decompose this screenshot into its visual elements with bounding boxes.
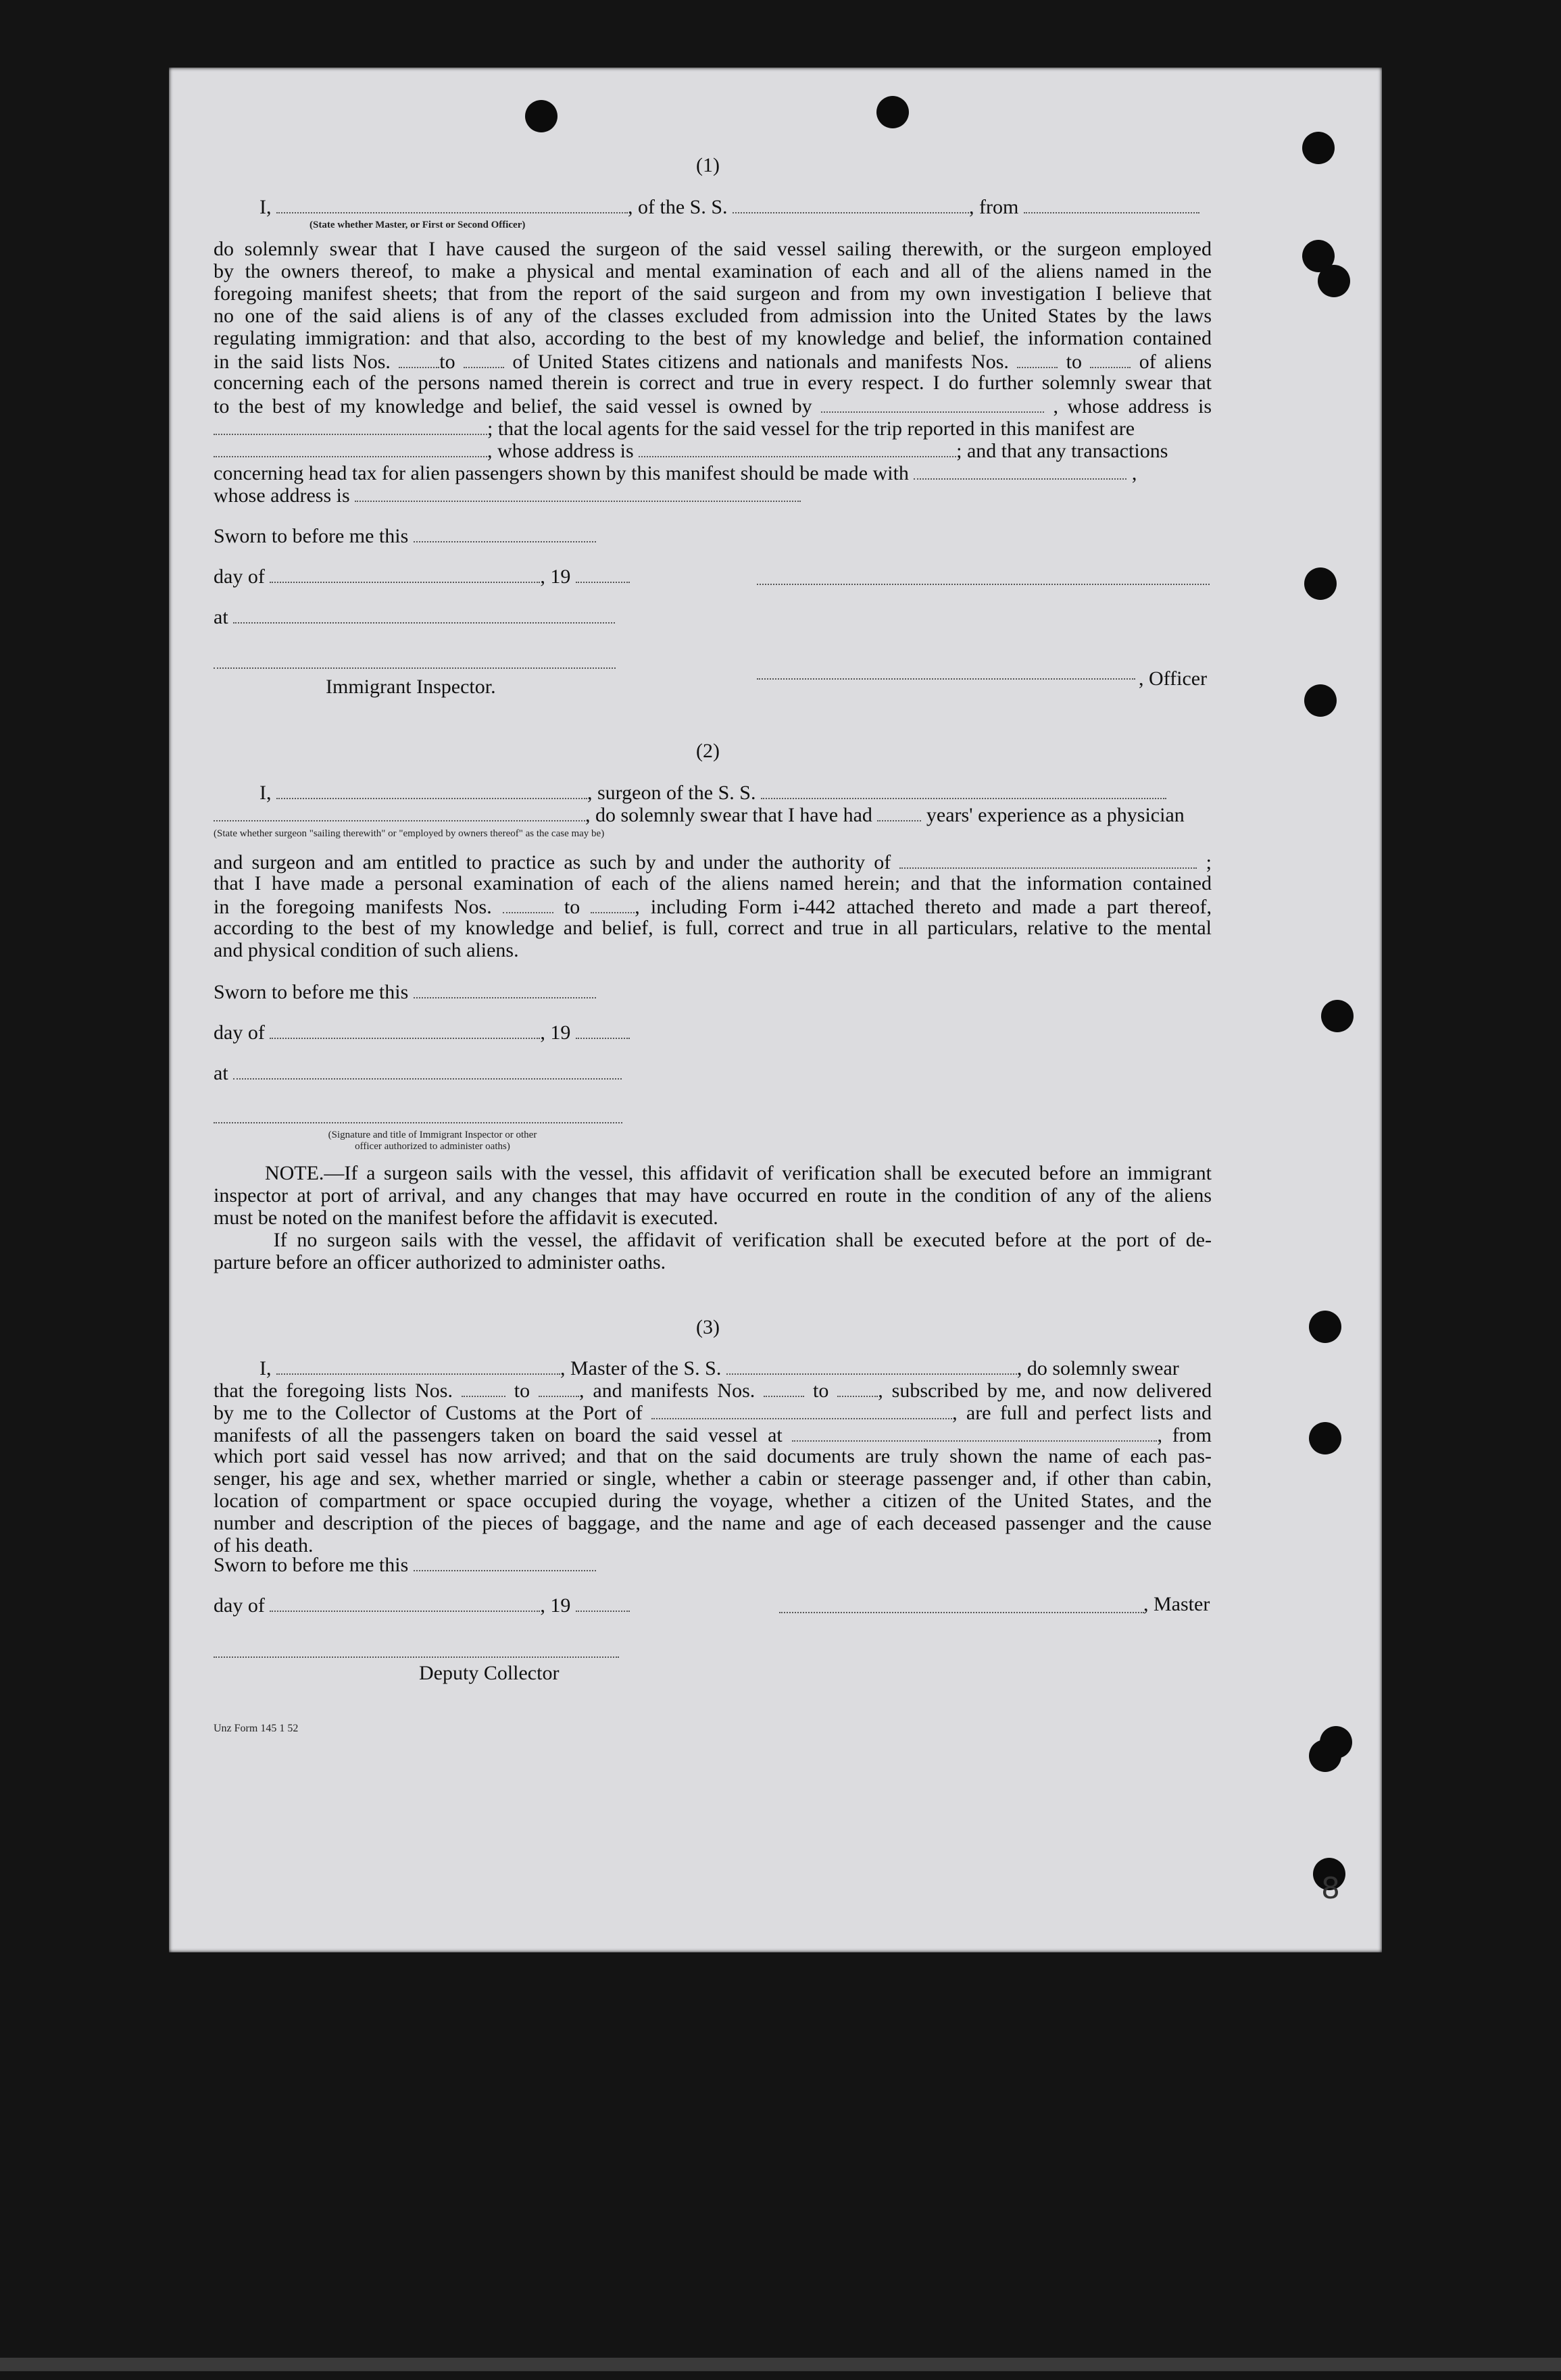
punch-hole — [525, 100, 558, 132]
section1-first-line: I, , of the S. S. , from — [259, 195, 1199, 219]
section-heading: (2) — [696, 740, 720, 762]
punch-hole — [1309, 1311, 1341, 1343]
punch-hole — [876, 96, 909, 128]
manifest-affidavit-form — [169, 68, 1382, 1952]
section2-text: according to the best of my knowledge and belief, is full, correct and true in all particulars, relative to the mental — [214, 917, 1212, 939]
section1-text: by the owners thereof, to make a physical and mental examination of each and all of the aliens named in the — [214, 260, 1212, 282]
vessel-name-blank[interactable] — [733, 195, 969, 213]
officer-rank-instruction: (State whether Master, or First or Second Officer) — [309, 220, 526, 230]
immigrant-inspector-label: Immigrant Inspector. — [326, 676, 496, 698]
punch-hole — [1302, 132, 1335, 164]
sworn-line: Sworn to before me this — [214, 1552, 596, 1577]
section2-first-line: I, , surgeon of the S. S. — [259, 780, 1166, 805]
list-number-to-blank[interactable] — [464, 349, 504, 368]
licensing-authority-blank[interactable] — [899, 850, 1197, 869]
signature-instruction: (Signature and title of Immigrant Inspector or other officer authorized to administer oaths) — [328, 1130, 537, 1152]
form-number: Unz Form 145 1 52 — [214, 1723, 299, 1734]
sworn-line: Sworn to before me this — [214, 980, 596, 1004]
section3-text: senger, his age and sex, whether married or single, whether a cabin or steerage passenger and, if other than cabin, — [214, 1467, 1212, 1490]
day-of-line: day of , 19 — [214, 1593, 630, 1617]
section3-text: number and description of the pieces of baggage, and the name and age of each deceased passenger and the cause — [214, 1512, 1212, 1534]
officer-name-blank[interactable] — [276, 195, 628, 213]
manifests-to-blank[interactable] — [837, 1378, 878, 1397]
section2-authority-line: and surgeon and am entitled to practice as such by and under the authority of ; — [214, 851, 1212, 873]
section3-text: which port said vessel has now arrived; and that on the said documents are truly shown the name of each pas- — [214, 1445, 1212, 1467]
note-text: NOTE.—If a surgeon sails with the vessel, this affidavit of verification shall be executed before an immigrant — [264, 1162, 1212, 1184]
vessel-name-blank[interactable] — [761, 780, 1166, 799]
section2-experience-line: , do solemnly swear that I have had years' experience as a physician — [214, 803, 1185, 827]
sworn-line: Sworn to before me this — [214, 524, 596, 548]
section3-lists-line: that the foregoing lists Nos. to , and manifests Nos. to , subscribed by me, and now delivered — [214, 1379, 1212, 1402]
local-agents-blank[interactable] — [214, 438, 487, 457]
head-tax-contact-blank[interactable] — [914, 461, 1126, 480]
note-text: inspector at port of arrival, and any changes that may have occurred en route in the condition of any of the aliens — [214, 1184, 1212, 1207]
day-of-month-blank[interactable] — [270, 564, 540, 583]
officer-label: , Officer — [1139, 667, 1208, 690]
year-blank[interactable] — [576, 1593, 630, 1612]
day-of-line: day of , 19 — [214, 1020, 630, 1044]
vessel-name-blank[interactable] — [726, 1356, 1017, 1375]
manifest-number-from-blank[interactable] — [1017, 349, 1058, 368]
head-tax-contact-address-blank[interactable] — [355, 483, 801, 502]
list-number-from-blank[interactable] — [399, 349, 439, 368]
section3-boarding-line: manifests of all the passengers taken on board the said vessel at , from — [214, 1424, 1212, 1446]
punch-hole — [1320, 1726, 1352, 1758]
manifest-from-blank[interactable] — [503, 894, 553, 913]
sworn-date-blank[interactable] — [414, 980, 596, 998]
section1-owner-line: to the best of my knowledge and belief, the said vessel is owned by , whose address is — [214, 395, 1212, 417]
at-line: at — [214, 605, 615, 629]
punch-hole — [1309, 1422, 1341, 1454]
year-blank[interactable] — [576, 1020, 630, 1039]
punch-hole — [1321, 1000, 1354, 1032]
section3-text: of his death. — [214, 1534, 314, 1556]
years-experience-blank[interactable] — [877, 803, 921, 821]
day-of-month-blank[interactable] — [270, 1020, 540, 1039]
manifest-number-to-blank[interactable] — [1090, 349, 1131, 368]
section1-head-tax-line: concerning head tax for alien passengers shown by this manifest should be made with , — [214, 462, 1137, 484]
surgeon-status-instruction: (State whether surgeon "sailing therewith" or "employed by owners thereof" as the case may be) — [214, 828, 605, 839]
section1-agents-address-line: , whose address is ; and that any transactions — [214, 438, 1168, 463]
section1-list-numbers-line: in the said lists Nos. to of United States citizens and nationals and manifests Nos. to of aliens — [214, 351, 1212, 373]
sworn-date-blank[interactable] — [414, 524, 596, 542]
scanner-edge — [0, 2358, 1561, 2371]
section-heading: (3) — [696, 1316, 720, 1338]
year-blank[interactable] — [576, 564, 630, 583]
note-text: parture before an officer authorized to administer oaths. — [214, 1251, 666, 1273]
inspector-signature-blank[interactable] — [214, 650, 616, 669]
master-name-blank[interactable] — [276, 1356, 560, 1375]
section2-text: and physical condition of such aliens. — [214, 939, 519, 961]
lists-from-blank[interactable] — [462, 1378, 505, 1397]
master-signature-blank[interactable] — [779, 1594, 1144, 1613]
collector-signature-blank[interactable] — [214, 1639, 619, 1658]
boarding-port-blank[interactable] — [792, 1423, 1157, 1442]
at-line: at — [214, 1061, 622, 1085]
section1-contact-address-line: whose address is — [214, 483, 801, 507]
origin-port-blank[interactable] — [1024, 195, 1199, 213]
sworn-date-blank[interactable] — [414, 1552, 596, 1571]
agents-address-blank[interactable] — [639, 438, 956, 457]
day-of-line: day of , 19 — [214, 564, 630, 588]
day-of-month-blank[interactable] — [270, 1593, 540, 1612]
section1-text: do solemnly swear that I have caused the surgeon of the said vessel sailing therewith, or the surgeon employed — [214, 238, 1212, 260]
handwritten-page-number: 8 — [1321, 1871, 1340, 1906]
officer-signature-blank[interactable] — [757, 566, 1210, 585]
note-text: must be noted on the manifest before the affidavit is executed. — [214, 1207, 718, 1229]
officer-name-blank[interactable] — [757, 661, 1135, 680]
section1-text: regulating immigration: and that also, according to the best of my knowledge and belief, the information contained — [214, 327, 1212, 349]
inspector-signature-blank[interactable] — [214, 1105, 622, 1123]
deputy-collector-label: Deputy Collector — [419, 1662, 560, 1684]
surgeon-status-blank[interactable] — [214, 803, 585, 821]
section3-text: location of compartment or space occupied during the voyage, whether a citizen of the United States, and the — [214, 1490, 1212, 1512]
vessel-owner-blank[interactable] — [821, 394, 1044, 413]
owner-address-blank[interactable] — [214, 416, 487, 435]
section3-port-line: by me to the Collector of Customs at the Port of , are full and perfect lists and — [214, 1402, 1212, 1424]
section2-manifest-line: in the foregoing manifests Nos. to , including Form i-442 attached thereto and made a part thereof, — [214, 896, 1212, 918]
place-blank[interactable] — [233, 605, 615, 624]
punch-hole — [1318, 265, 1350, 297]
customs-port-blank[interactable] — [651, 1400, 952, 1419]
note-text: If no surgeon sails with the vessel, the affidavit of verification shall be executed before at the port of de- — [273, 1229, 1212, 1251]
master-label: , Master — [1143, 1593, 1210, 1615]
surgeon-name-blank[interactable] — [276, 780, 587, 799]
section1-agents-line: ; that the local agents for the said vessel for the trip reported in this manifest are — [214, 416, 1135, 440]
section2-text: that I have made a personal examination of each of the aliens named herein; and that the information contained — [214, 872, 1212, 894]
section-heading: (1) — [696, 154, 720, 176]
section1-text: no one of the said aliens is of any of the classes excluded from admission into the United States by the laws — [214, 305, 1212, 327]
manifest-to-blank[interactable] — [591, 894, 635, 913]
manifests-from-blank[interactable] — [764, 1378, 804, 1397]
section1-text: concerning each of the persons named therein is correct and true in every respect. I do further solemnly swear that — [214, 372, 1212, 394]
punch-hole — [1304, 684, 1337, 717]
section1-text: foregoing manifest sheets; that from the report of the said surgeon and from my own investigation I believe that — [214, 282, 1212, 305]
place-blank[interactable] — [233, 1061, 622, 1080]
lists-to-blank[interactable] — [539, 1378, 579, 1397]
punch-hole — [1304, 567, 1337, 600]
section3-first-line: I, , Master of the S. S. , do solemnly swear — [259, 1357, 1179, 1379]
